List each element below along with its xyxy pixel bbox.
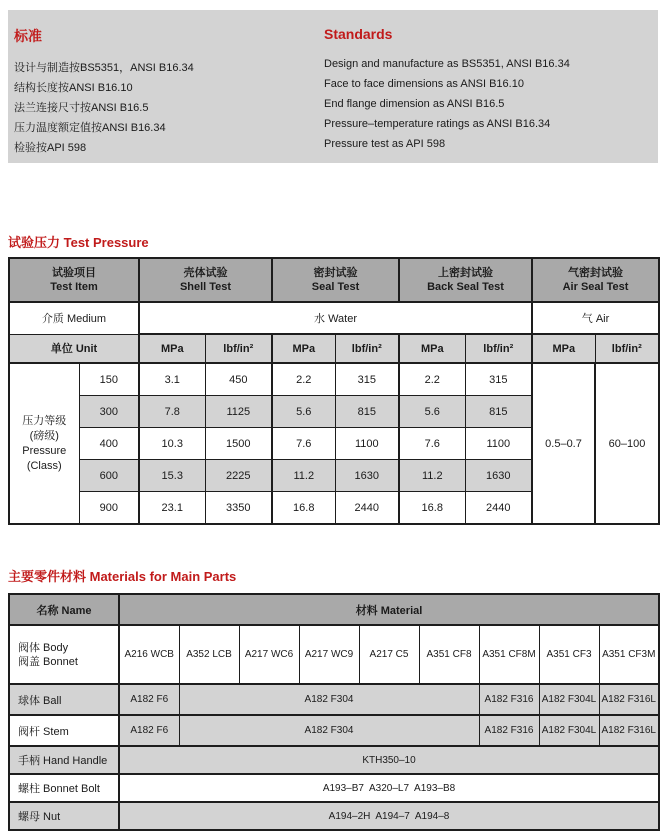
- tp-value: 1500: [205, 428, 272, 460]
- mat-bolt-row: [9, 774, 659, 802]
- tp-value: 5.6: [272, 396, 335, 428]
- standards-list-zh: [14, 58, 314, 158]
- tp-unit: lbf/in²: [205, 334, 272, 363]
- tp-value: 2440: [335, 492, 399, 525]
- mat-body-label-line: 阀体 Body: [18, 641, 69, 654]
- tp-value: 2.2: [272, 363, 335, 396]
- tp-value: 815: [465, 396, 532, 428]
- mat-value: A182 F316L: [599, 715, 659, 746]
- mat-value: A182 F304L: [539, 715, 599, 746]
- tp-value: 7.8: [139, 396, 205, 428]
- standards-item: Pressure test as API 598: [324, 138, 446, 150]
- standards-title-zh: 标准: [14, 28, 42, 44]
- tp-header-seal-test: [272, 258, 399, 302]
- tp-header-back-seal-test: [399, 258, 532, 302]
- mat-value: A182 F304: [179, 715, 479, 746]
- tp-medium-water: 水 Water: [139, 302, 532, 334]
- mat-header-row: [9, 594, 659, 625]
- standards-item: Pressure–temperature ratings as ANSI B16.34: [324, 118, 551, 130]
- tp-value: 5.6: [399, 396, 465, 428]
- tp-header-air-seal-en: Air Seal Test: [562, 281, 629, 293]
- mat-stem-row: [9, 715, 659, 746]
- tp-value: 815: [335, 396, 399, 428]
- standards-item: 结构长度按ANSI B16.10: [14, 82, 133, 94]
- tp-value: 315: [335, 363, 399, 396]
- tp-value: 10.3: [139, 428, 205, 460]
- standards-item: 检验按API 598: [14, 142, 87, 154]
- tp-value: 450: [205, 363, 272, 396]
- mat-ball-row: [9, 684, 659, 715]
- tp-pressure-label-line: (磅级): [29, 429, 59, 442]
- tp-value: 15.3: [139, 460, 205, 492]
- tp-header-seal-zh: 密封试验: [313, 267, 358, 279]
- mat-name-header: 名称 Name: [9, 594, 119, 625]
- mat-nut-label: 螺母 Nut: [9, 802, 119, 830]
- tp-header-air-seal-zh: 气密封试验: [568, 267, 624, 279]
- mat-value: A182 F6: [119, 684, 179, 715]
- mat-value: A216 WCB: [119, 625, 179, 684]
- tp-pressure-label-line: Pressure: [22, 444, 67, 457]
- mat-handle-label: 手柄 Hand Handle: [9, 746, 119, 774]
- mat-stem-label: 阀杆 Stem: [9, 715, 119, 746]
- tp-class: 600: [79, 460, 139, 492]
- tp-unit: lbf/in²: [335, 334, 399, 363]
- tp-value: 11.2: [399, 460, 465, 492]
- tp-value: 1125: [205, 396, 272, 428]
- tp-unit: MPa: [399, 334, 465, 363]
- tp-header-shell-test: [139, 258, 272, 302]
- tp-value: 1100: [335, 428, 399, 460]
- tp-header-air-seal-test: [532, 258, 659, 302]
- materials-table: [8, 593, 660, 831]
- tp-air-mpa-value: 0.5–0.7: [532, 363, 595, 524]
- tp-value: 2440: [465, 492, 532, 525]
- mat-value: A351 CF8M: [479, 625, 539, 684]
- mat-ball-label: 球体 Ball: [9, 684, 119, 715]
- tp-value: 16.8: [399, 492, 465, 525]
- tp-header-shell-zh: 壳体试验: [183, 267, 228, 279]
- tp-header-row: [9, 258, 659, 302]
- tp-value: 11.2: [272, 460, 335, 492]
- mat-value: A182 F6: [119, 715, 179, 746]
- tp-header-test-item-zh: 试验项目: [52, 267, 96, 279]
- standards-item: End flange dimension as ANSI B16.5: [324, 98, 505, 110]
- tp-value: 2225: [205, 460, 272, 492]
- tp-data-row: [9, 363, 659, 396]
- tp-header-test-item: [9, 258, 139, 302]
- mat-value: A182 F304: [179, 684, 479, 715]
- tp-medium-row: [9, 302, 659, 334]
- tp-value: 1630: [335, 460, 399, 492]
- mat-value: A351 CF3: [539, 625, 599, 684]
- standards-column-zh: [14, 10, 314, 163]
- tp-unit: lbf/in²: [465, 334, 532, 363]
- standards-item: 设计与制造按BS5351，ANSI B16.34: [14, 62, 194, 74]
- mat-bolt-value: A193–B7 A320–L7 A193–B8: [119, 774, 659, 802]
- mat-nut-value: A194–2H A194–7 A194–8: [119, 802, 659, 830]
- standards-panel: [8, 10, 658, 163]
- tp-value: 1100: [465, 428, 532, 460]
- mat-handle-row: [9, 746, 659, 774]
- mat-body-label-line: 阀盖 Bonnet: [18, 655, 78, 668]
- test-pressure-section-title: 试验压力 Test Pressure: [8, 235, 149, 250]
- tp-class: 150: [79, 363, 139, 396]
- mat-value: A182 F316: [479, 684, 539, 715]
- tp-value: 2.2: [399, 363, 465, 396]
- materials-section-title: 主要零件材料 Materials for Main Parts: [8, 569, 237, 584]
- mat-value: A217 C5: [359, 625, 419, 684]
- tp-class: 900: [79, 492, 139, 525]
- tp-header-back-seal-zh: 上密封试验: [438, 267, 494, 279]
- standards-title-en: Standards: [324, 26, 393, 42]
- standards-list-en: [324, 54, 654, 154]
- tp-unit-label: 单位 Unit: [9, 334, 139, 363]
- mat-value: A217 WC9: [299, 625, 359, 684]
- standards-item: 法兰连接尺寸按ANSI B16.5: [14, 102, 149, 114]
- mat-bolt-label: 螺柱 Bonnet Bolt: [9, 774, 119, 802]
- tp-medium-air: 气 Air: [532, 302, 659, 334]
- tp-pressure-class-label: [9, 363, 79, 524]
- tp-value: 315: [465, 363, 532, 396]
- tp-value: 7.6: [399, 428, 465, 460]
- mat-value: A217 WC6: [239, 625, 299, 684]
- mat-value: A352 LCB: [179, 625, 239, 684]
- tp-value: 1630: [465, 460, 532, 492]
- mat-value: A182 F316: [479, 715, 539, 746]
- mat-handle-value: KTH350–10: [119, 746, 659, 774]
- tp-value: 3.1: [139, 363, 205, 396]
- mat-value: A351 CF3M: [599, 625, 659, 684]
- mat-value: A182 F316L: [599, 684, 659, 715]
- tp-unit-row: [9, 334, 659, 363]
- mat-nut-row: [9, 802, 659, 830]
- tp-medium-label: 介质 Medium: [9, 302, 139, 334]
- tp-header-shell-en: Shell Test: [179, 281, 232, 293]
- standards-column-en: [324, 10, 654, 163]
- mat-value: A182 F304L: [539, 684, 599, 715]
- tp-unit: MPa: [139, 334, 205, 363]
- standards-item: 压力温度额定值按ANSI B16.34: [14, 122, 166, 134]
- tp-value: 7.6: [272, 428, 335, 460]
- tp-pressure-label-line: 压力等级: [22, 414, 67, 427]
- mat-value: A351 CF8: [419, 625, 479, 684]
- tp-header-seal-en: Seal Test: [311, 281, 360, 293]
- tp-header-test-item-en: Test Item: [50, 281, 98, 293]
- standards-item: Design and manufacture as BS5351, ANSI B16.34: [324, 58, 570, 70]
- tp-class: 400: [79, 428, 139, 460]
- tp-value: 23.1: [139, 492, 205, 525]
- tp-pressure-label-line: (Class): [26, 459, 62, 472]
- test-pressure-table: [8, 257, 660, 525]
- mat-body-bonnet-label: [9, 625, 119, 684]
- tp-air-lbf-value: 60–100: [595, 363, 659, 524]
- standards-item: Face to face dimensions as ANSI B16.10: [324, 78, 524, 90]
- tp-value: 16.8: [272, 492, 335, 525]
- mat-body-bonnet-row: [9, 625, 659, 684]
- tp-unit: MPa: [272, 334, 335, 363]
- tp-unit: lbf/in²: [595, 334, 659, 363]
- mat-material-header: 材料 Material: [119, 594, 659, 625]
- tp-class: 300: [79, 396, 139, 428]
- tp-value: 3350: [205, 492, 272, 525]
- tp-header-back-seal-en: Back Seal Test: [427, 281, 504, 293]
- tp-unit: MPa: [532, 334, 595, 363]
